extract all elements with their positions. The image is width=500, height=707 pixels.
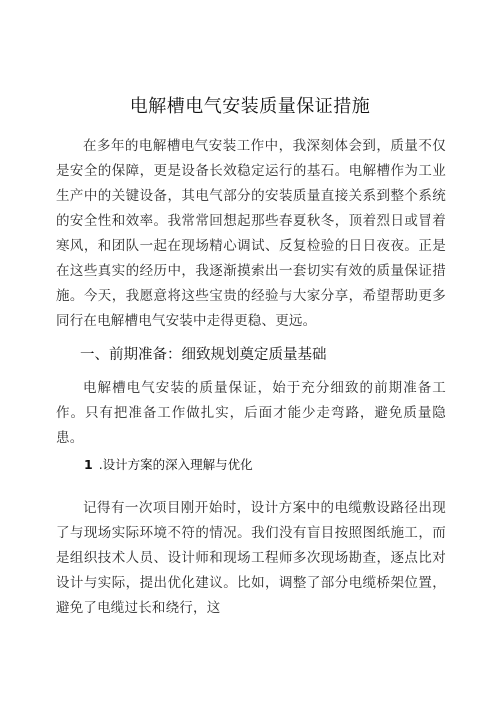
section-heading-1: 一、前期准备：细致规划奠定质量基础	[80, 347, 327, 363]
subsection-1-paragraph: 记得有一次项目刚开始时，设计方案中的电缆敷设路径出现了与现场实际环境不符的情况。我们没有盲目按照图纸施工，而是组织技术人员、设计师和现场工程师多次现场勘查，逐点比对设计与实际，提出优化建议。比如，调整了部分电缆桥架位置，避免了电缆过长和绕行，这	[56, 500, 446, 616]
subsection-heading-1	[84, 456, 253, 474]
section-1-paragraph: 电解槽电气安装的质量保证，始于充分细致的前期准备工作。只有把准备工作做扎实，后面才能少走弯路，避免质量隐患。	[56, 380, 446, 446]
intro-paragraph: 在多年的电解槽电气安装工作中，我深刻体会到，质量不仅是安全的保障，更是设备长效稳定运行的基石。电解槽作为工业生产中的关键设备，其电气部分的安装质量直接关系到整个系统的安全性和效率。我常常回想起那些春夏秋冬，顶着烈日或冒着寒风，和团队一起在现场精心调试、反复检验的日日夜夜。正是在这些真实的经历中，我逐渐摸索出一套切实有效的质量保证措施。今天，我愿意将这些宝贵的经验与大家分享，希望帮助更多同行在电解槽电气安装中走得更稳、更远。	[56, 138, 446, 329]
subsection-heading-text: .设计方案的深入理解与优化	[98, 457, 253, 472]
document-title: 电解槽电气安装质量保证措施	[129, 96, 371, 117]
subsection-number: 1	[84, 457, 93, 472]
